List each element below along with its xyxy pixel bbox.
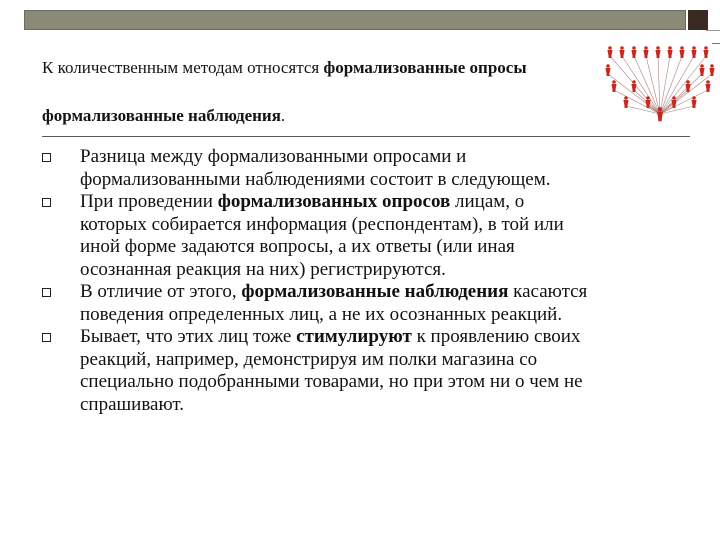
text-run: спрашивают.: [80, 393, 185, 415]
network-link: [658, 56, 660, 114]
network-link: [660, 74, 702, 114]
person-figure: [703, 46, 708, 58]
bullet-item: [40, 326, 680, 416]
slide-top-bar: [24, 10, 686, 30]
text-run: лицам, о: [450, 191, 525, 212]
title-period: .: [280, 106, 286, 125]
square-bullet-icon: [42, 153, 51, 162]
network-links: [608, 56, 712, 114]
person-figure: [685, 80, 690, 92]
bold-term: стимулируют: [296, 326, 412, 347]
bullet-text-line: [80, 214, 680, 237]
person-figure: [667, 46, 672, 58]
text-run: Бывает, что этих лиц тоже: [80, 326, 297, 347]
person-figure: [679, 46, 684, 58]
text-run: В отличие от этого,: [80, 281, 242, 302]
bullet-text-line: [80, 146, 680, 169]
bold-term: формализованных опросов: [217, 191, 451, 212]
bullet-list: [40, 146, 680, 416]
network-link: [660, 56, 706, 114]
title-bold-text-2: формализованные наблюдения: [42, 106, 281, 125]
text-run: Разница между формализованными опросами и: [80, 146, 467, 167]
people-network-icon: [604, 40, 716, 124]
person-figure: [643, 46, 648, 58]
text-run: осознанная реакция на них) регистрируются.: [80, 258, 446, 280]
bullet-text-line: [80, 281, 680, 304]
person-figure: [611, 80, 616, 92]
square-bullet-icon: [42, 198, 51, 207]
network-link: [614, 90, 660, 114]
slide-corner-block: [688, 10, 708, 30]
corner-divider: [706, 30, 720, 31]
person-figure: [705, 80, 710, 92]
text-run: касаются: [508, 281, 588, 302]
person-figure: [607, 46, 612, 58]
text-run: поведения определенных лиц, а не их осознанных реакций.: [80, 303, 563, 325]
text-run: При проведении: [80, 191, 218, 212]
bullet-item: [40, 281, 680, 326]
slide-title-line-2: [42, 106, 285, 126]
person-figure: [619, 46, 624, 58]
bullet-text-line: [80, 169, 680, 192]
network-link: [622, 56, 660, 114]
bullet-item: [40, 146, 680, 191]
square-bullet-icon: [42, 333, 51, 342]
text-run: иной форме задаются вопросы, а их ответы (или иная: [80, 236, 515, 257]
bullet-text-line: [80, 326, 680, 349]
person-figure: [691, 46, 696, 58]
bullet-text-line: [80, 371, 680, 394]
bullet-text-line: [80, 304, 680, 327]
text-run: к проявлению своих: [411, 326, 581, 347]
bullet-text-line: [80, 236, 680, 259]
text-run: специально подобранными товарами, но при этом ни о чем не: [80, 371, 583, 392]
bullet-text-line: [80, 394, 680, 417]
person-figure: [709, 64, 714, 76]
bullet-text-line: [80, 191, 680, 214]
title-plain-text: К количественным методам относятся: [42, 58, 324, 77]
title-divider: [42, 136, 690, 137]
person-figure: [699, 64, 704, 76]
bullet-text-line: [80, 259, 680, 282]
bullet-text-line: [80, 349, 680, 372]
person-figure: [655, 46, 660, 58]
bullet-item: [40, 191, 680, 281]
bold-term: формализованные наблюдения: [241, 281, 509, 302]
slide-title-line-1: [42, 58, 527, 78]
square-bullet-icon: [42, 288, 51, 297]
title-bold-text: формализованные опросы: [323, 58, 527, 77]
text-run: которых собирается информация (респондентам), в той или: [80, 213, 564, 235]
person-figure: [631, 46, 636, 58]
person-figure: [605, 64, 610, 76]
text-run: реакций, например, демонстрируя им полки магазина со: [80, 348, 538, 370]
text-run: формализованными наблюдениями состоит в следующем.: [80, 168, 551, 190]
